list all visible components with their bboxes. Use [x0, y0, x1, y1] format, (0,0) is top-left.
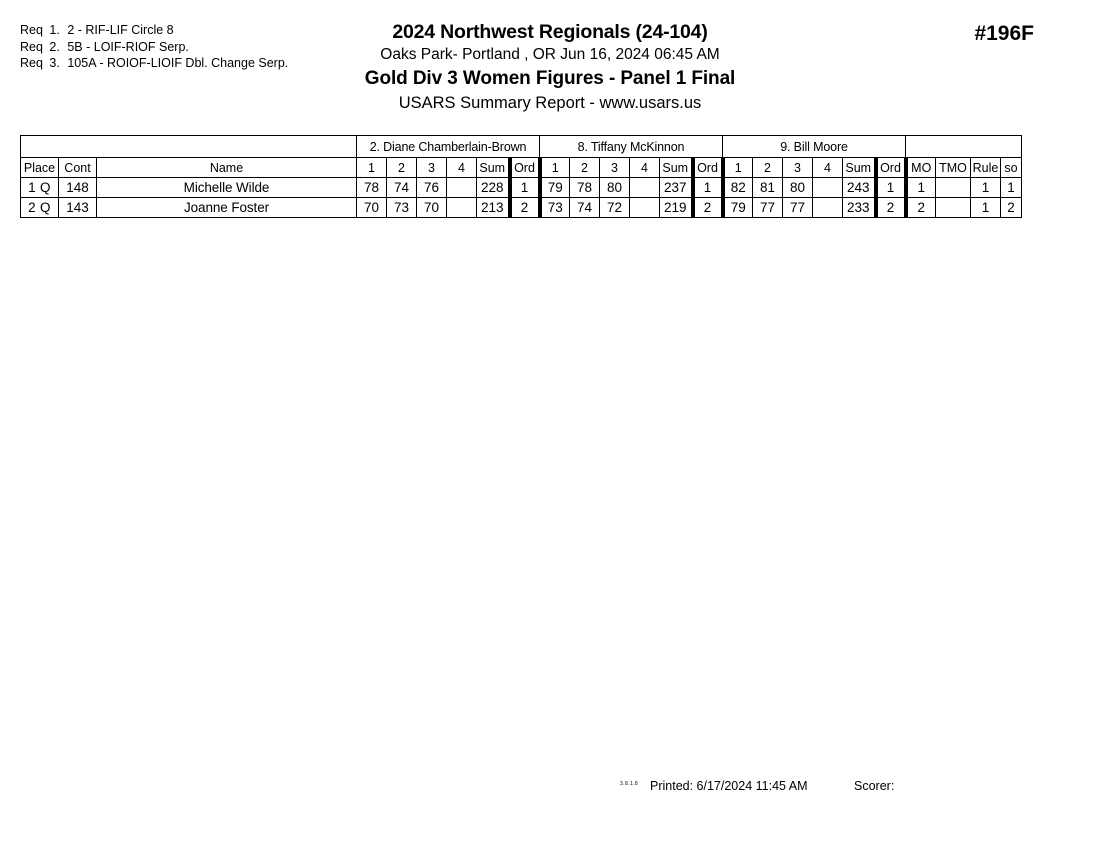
- cell-j3-sum: 233: [843, 198, 876, 218]
- requirement-number: 3.: [49, 56, 60, 70]
- cell-j2-sum: 237: [660, 178, 693, 198]
- column-header-j3-fig1: 1: [723, 158, 753, 178]
- cell-j2-fig3: 72: [600, 198, 630, 218]
- column-header-mo: MO: [906, 158, 936, 178]
- column-header-place: Place: [21, 158, 59, 178]
- requirement-number: 1.: [49, 23, 60, 37]
- cell-j2-fig4: [630, 198, 660, 218]
- column-header-j1-fig2: 2: [387, 158, 417, 178]
- cell-j2-fig2: 74: [570, 198, 600, 218]
- cell-name: Michelle Wilde: [97, 178, 357, 198]
- cell-j1-fig1: 78: [357, 178, 387, 198]
- cell-j1-fig3: 76: [417, 178, 447, 198]
- cell-j1-fig1: 70: [357, 198, 387, 218]
- requirement-label: Req: [20, 56, 43, 70]
- judge-band-spacer: [936, 136, 971, 158]
- cell-j1-fig4: [447, 198, 477, 218]
- column-header-j1-fig3: 3: [417, 158, 447, 178]
- cell-place: 1 Q: [21, 178, 59, 198]
- event-title: 2024 Northwest Regionals (24-104): [392, 21, 708, 43]
- column-header-j1-ord: Ord: [510, 158, 540, 178]
- judge-1-name: 2. Diane Chamberlain-Brown: [357, 136, 540, 158]
- column-header-j1-fig4: 4: [447, 158, 477, 178]
- column-header-j2-ord: Ord: [693, 158, 723, 178]
- cell-j1-fig2: 74: [387, 178, 417, 198]
- cell-j3-fig2: 77: [753, 198, 783, 218]
- cell-tmo: [936, 198, 971, 218]
- cell-j1-ord: 2: [510, 198, 540, 218]
- score-table-container: [20, 135, 1022, 218]
- cell-j2-ord: 2: [693, 198, 723, 218]
- column-header-j1-sum: Sum: [477, 158, 510, 178]
- report-subtitle: USARS Summary Report - www.usars.us: [398, 94, 702, 112]
- score-table: [20, 135, 1022, 218]
- column-header-j3-sum: Sum: [843, 158, 876, 178]
- cell-j1-fig2: 73: [387, 198, 417, 218]
- cell-j2-fig1: 73: [540, 198, 570, 218]
- cell-rule: 1: [971, 178, 1001, 198]
- cell-name: Joanne Foster: [97, 198, 357, 218]
- requirement-label: Req: [20, 39, 43, 54]
- cell-j3-ord: 1: [876, 178, 906, 198]
- requirement-text: 105A - ROIOF-LIOIF Dbl. Change Serp.: [67, 56, 289, 70]
- column-header-j2-fig3: 3: [600, 158, 630, 178]
- cell-j3-sum: 243: [843, 178, 876, 198]
- cell-j3-fig1: 79: [723, 198, 753, 218]
- column-header-j3-fig2: 2: [753, 158, 783, 178]
- judge-band-spacer: [906, 136, 936, 158]
- cell-j1-ord: 1: [510, 178, 540, 198]
- cell-so: 1: [1001, 178, 1022, 198]
- column-header-row: [21, 158, 1022, 178]
- table-row: [21, 178, 1022, 198]
- requirement-text: 2 - RIF-LIF Circle 8: [67, 23, 174, 37]
- requirement-label: Req: [20, 23, 43, 37]
- cell-mo: 2: [906, 198, 936, 218]
- page-title: Gold Div 3 Women Figures - Panel 1 Final: [364, 68, 736, 89]
- requirement-text: 5B - LOIF-RIOF Serp.: [67, 39, 189, 54]
- judge-band-spacer: [1001, 136, 1022, 158]
- column-header-rule: Rule: [971, 158, 1001, 178]
- cell-cont: 143: [59, 198, 97, 218]
- cell-j2-fig4: [630, 178, 660, 198]
- column-header-j2-fig2: 2: [570, 158, 600, 178]
- column-header-j2-fig4: 4: [630, 158, 660, 178]
- footer-printed-timestamp: Printed: 6/17/2024 11:45 AM: [650, 779, 808, 793]
- column-header-j1-fig1: 1: [357, 158, 387, 178]
- cell-j2-fig3: 80: [600, 178, 630, 198]
- column-header-so: so: [1001, 158, 1022, 178]
- judge-band-spacer: [59, 136, 97, 158]
- cell-place: 2 Q: [21, 198, 59, 218]
- cell-j1-fig4: [447, 178, 477, 198]
- cell-j1-fig3: 70: [417, 198, 447, 218]
- cell-j2-fig1: 79: [540, 178, 570, 198]
- judge-2-name: 8. Tiffany McKinnon: [540, 136, 723, 158]
- cell-j1-sum: 228: [477, 178, 510, 198]
- cell-j2-ord: 1: [693, 178, 723, 198]
- cell-cont: 148: [59, 178, 97, 198]
- judge-3-name: 9. Bill Moore: [723, 136, 906, 158]
- column-header-cont: Cont: [59, 158, 97, 178]
- column-header-name: Name: [97, 158, 357, 178]
- column-header-j3-fig3: 3: [783, 158, 813, 178]
- judge-band-spacer: [97, 136, 357, 158]
- requirement-number: 2.: [49, 39, 60, 54]
- cell-rule: 1: [971, 198, 1001, 218]
- judge-band-spacer: [21, 136, 59, 158]
- judge-band-spacer: [971, 136, 1001, 158]
- column-header-j3-fig4: 4: [813, 158, 843, 178]
- event-code: #196F: [974, 22, 1034, 45]
- column-header-j2-sum: Sum: [660, 158, 693, 178]
- column-header-j2-fig1: 1: [540, 158, 570, 178]
- cell-j2-fig2: 78: [570, 178, 600, 198]
- table-row: [21, 198, 1022, 218]
- cell-j3-fig3: 77: [783, 198, 813, 218]
- cell-j3-fig1: 82: [723, 178, 753, 198]
- cell-tmo: [936, 178, 971, 198]
- column-header-j3-ord: Ord: [876, 158, 906, 178]
- cell-j1-sum: 213: [477, 198, 510, 218]
- event-venue-datetime: Oaks Park- Portland , OR Jun 16, 2024 06:45 AM: [380, 46, 720, 63]
- cell-j3-ord: 2: [876, 198, 906, 218]
- footer-version-code: 3.8.1.8: [620, 781, 639, 787]
- judge-band-row: [21, 136, 1022, 158]
- report-header: [0, 20, 1100, 115]
- cell-j3-fig4: [813, 198, 843, 218]
- footer-scorer-label: Scorer:: [854, 779, 895, 793]
- cell-j3-fig3: 80: [783, 178, 813, 198]
- cell-mo: 1: [906, 178, 936, 198]
- cell-so: 2: [1001, 198, 1022, 218]
- cell-j3-fig4: [813, 178, 843, 198]
- column-header-tmo: TMO: [936, 158, 971, 178]
- cell-j2-sum: 219: [660, 198, 693, 218]
- cell-j3-fig2: 81: [753, 178, 783, 198]
